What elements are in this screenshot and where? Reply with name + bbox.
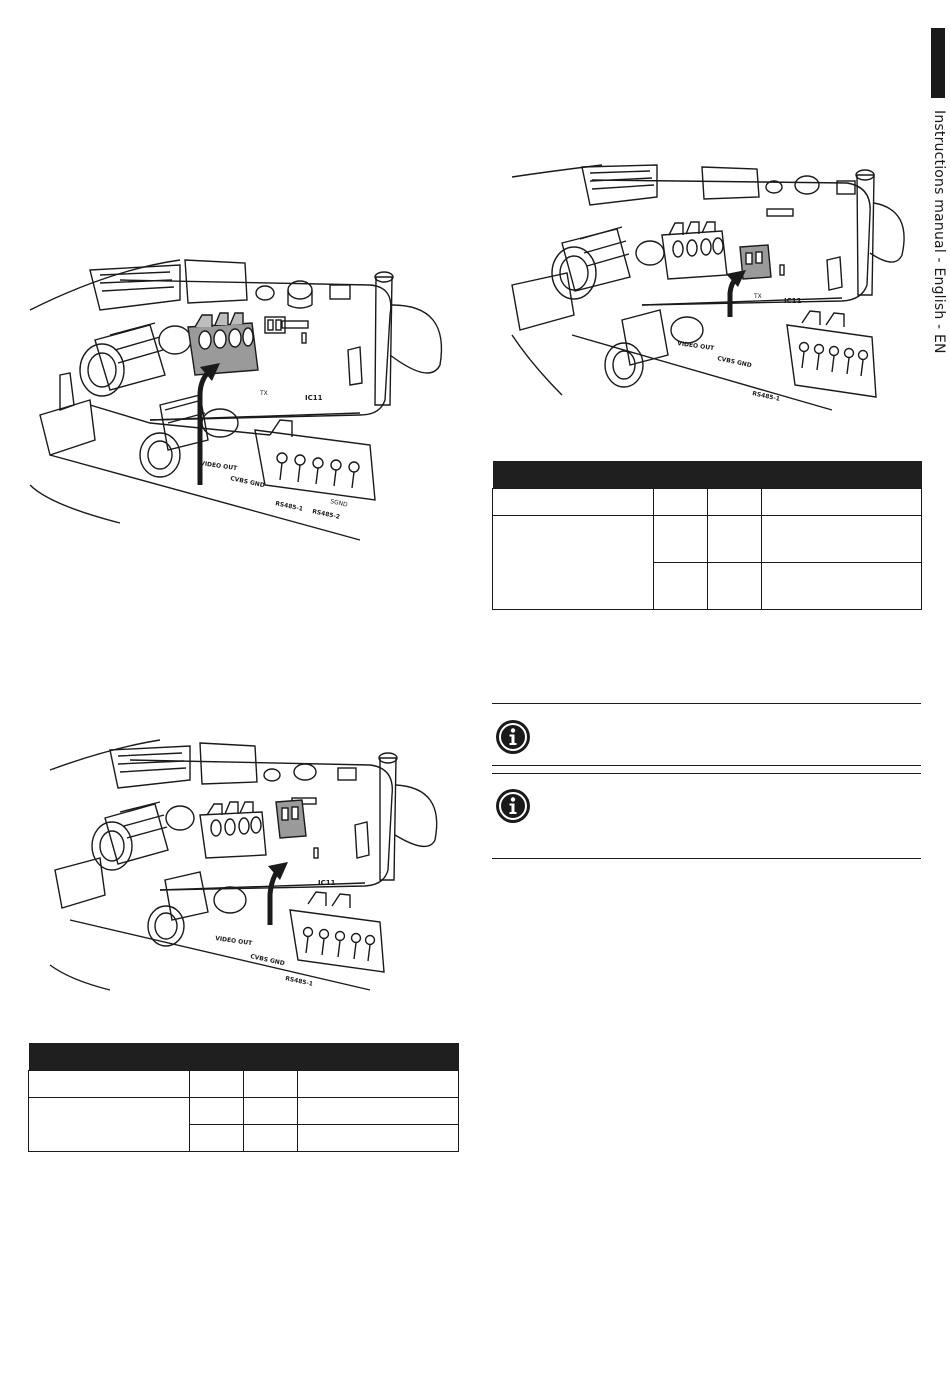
label-video-out: VIDEO OUT [214,935,253,948]
table-header [493,461,922,489]
chapter-tab [931,28,945,98]
table-header-row [493,461,922,489]
info-box-divider-b [492,773,921,774]
table-row [29,1071,459,1098]
label-video-out: VIDEO OUT [676,340,715,353]
table-cell [29,1098,190,1152]
label-rs485-1: RS485-1 [284,975,314,988]
label-video-out: VIDEO OUT [199,460,238,473]
table-cell [190,1098,244,1125]
table-left [28,1043,459,1152]
label-ic: IC11 [318,879,336,887]
table-cell [29,1071,190,1098]
label-cvbs-gnd: CVBS GND [229,475,266,490]
label-cvbs-gnd: CVBS GND [249,953,286,968]
table-cell [298,1071,459,1098]
table-cell [708,516,762,563]
table-cell [708,563,762,610]
figure-board-dip-switch-left [50,740,430,990]
figure-board-dip-switch-right [512,165,907,415]
label-rs485-1: RS485-1 [751,390,781,403]
table-cell [244,1125,298,1152]
figure-board-terminal-block [30,255,450,555]
info-box-divider-a [492,765,921,766]
table-cell [190,1071,244,1098]
label-rs485-1: RS485-1 [274,500,304,513]
table-cell [190,1125,244,1152]
side-title-text: Instructions manual - English - EN [931,110,947,354]
table-cell [654,516,708,563]
table-right [492,461,922,610]
table-cell [762,516,922,563]
table-row [29,1098,459,1125]
table-row [493,516,922,563]
label-tx: TX [260,390,268,397]
table-cell [298,1098,459,1125]
info-box-top-rule [492,703,921,704]
info-icon [496,720,530,754]
table-row [493,489,922,516]
table-cell [244,1071,298,1098]
table-header [29,1043,459,1071]
table-cell [654,489,708,516]
table-cell [298,1125,459,1152]
table-cell [762,563,922,610]
table-cell [493,516,654,610]
label-rs485-2: RS485-2 [311,508,341,521]
table-header-row [29,1043,459,1071]
label-sgnd: SGND [329,498,349,509]
table-cell [493,489,654,516]
info-icon [496,789,530,823]
label-cvbs-gnd: CVBS GND [716,355,753,370]
label-ic: IC11 [784,297,802,305]
info-box-bottom-rule [492,858,921,859]
label-ic: IC11 [305,394,323,402]
table-cell [762,489,922,516]
label-tx: TX [754,293,762,300]
table-cell [708,489,762,516]
side-title [931,110,947,410]
table-cell [244,1098,298,1125]
table-cell [654,563,708,610]
